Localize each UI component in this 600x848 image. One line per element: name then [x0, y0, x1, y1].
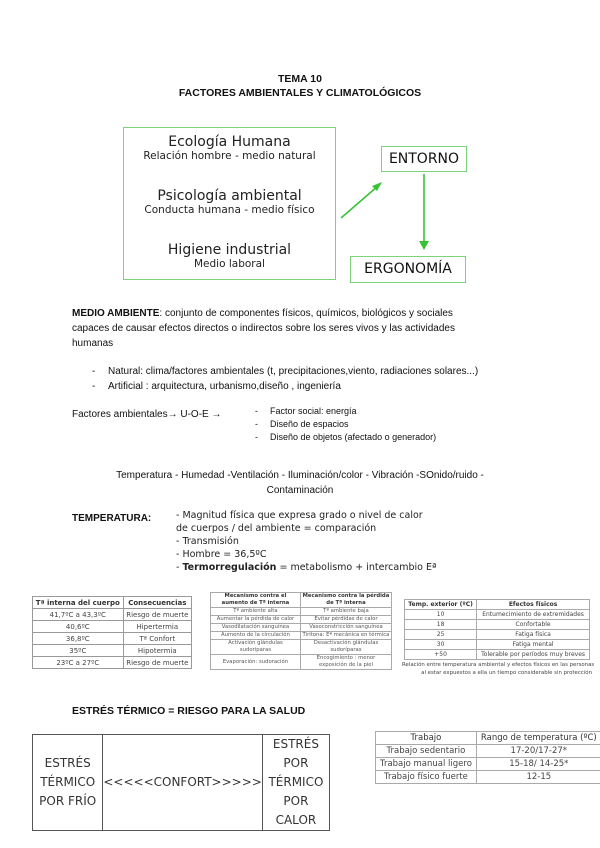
termorregulacion-term: Termorregulación: [182, 562, 277, 573]
table-cell: Vasoconstricción sanguínea: [300, 624, 391, 632]
tema-subtitle: FACTORES AMBIENTALES Y CLIMATOLÓGICOS: [178, 87, 422, 99]
table-row: [376, 758, 600, 771]
factores-summary-line1: Temperatura - Humedad -Ventilación - Iluminación/color - Vibración -SOnido/ruido -: [116, 470, 484, 481]
table-row: [405, 610, 590, 620]
table-row: [405, 630, 590, 640]
medio-ambiente-definition: [72, 306, 542, 351]
termorregulacion-rest: = metabolismo + intercambio Eª: [276, 562, 437, 573]
temperatura-line: - Transmisión: [176, 536, 239, 547]
cell-text: ESTRÉS: [44, 756, 91, 770]
table-header: Consecuencias: [123, 597, 191, 609]
cell-text: Diseño de espacios: [270, 419, 349, 429]
table-row: [211, 624, 392, 632]
table-header-row: [376, 732, 600, 745]
table-cell: Fatiga mental: [477, 640, 590, 650]
table-header: Trabajo: [376, 732, 477, 745]
table-cell: Evitar pérdidas de calor: [300, 616, 391, 624]
table-header-row: [211, 593, 392, 608]
tema-number: TEMA 10: [278, 73, 322, 85]
table-row: [211, 655, 392, 670]
tabla-trabajo: [375, 731, 600, 784]
table-row: [211, 640, 392, 655]
table-row: [33, 735, 330, 831]
cell-text: Artificial : arquitectura, urbanismo,diseño , ingeniería: [108, 381, 341, 392]
table-cell: Tiritona: Eª mecánica en térmica: [300, 632, 391, 640]
table-cell: Trabajo físico fuerte: [376, 771, 477, 784]
table-cell: Trabajo sedentario: [376, 745, 477, 758]
estres-frio-cell: [33, 735, 103, 831]
discipline-title: Psicología ambiental: [157, 188, 302, 204]
arrow-to-entorno: [341, 186, 378, 218]
table-row: [376, 745, 600, 758]
temperatura-line: - Magnitud física que expresa grado o nivel de calor: [176, 510, 423, 521]
table-cell: 15-18/ 14-25*: [476, 758, 600, 771]
table-row: [33, 621, 192, 633]
table-cell: Tª ambiente baja: [300, 608, 391, 616]
table-cell: Hipotermia: [123, 645, 191, 657]
factores-list: - Factor social: energía - Diseño de espacios - Diseño de objetos (afectado o generador): [255, 406, 437, 442]
termorregulacion-line: - Termorregulación = metabolismo + intercambio Eª: [176, 562, 437, 573]
medio-ambiente-line3: humanas: [72, 338, 114, 349]
table-row: [33, 609, 192, 621]
tabla-temperatura-interna: [32, 596, 192, 669]
factores-label: Factores ambientales→ U-O-E →: [72, 409, 222, 420]
table-row: [405, 650, 590, 660]
table-header: Rango de temperatura (ºC): [476, 732, 600, 745]
temperatura-heading: TEMPERATURA:: [72, 513, 152, 524]
table-header: Mecanismo contra la pérdida de Tª interna: [300, 593, 391, 608]
factores-summary: [40, 468, 560, 498]
table-cell: +50: [405, 650, 477, 660]
table-row: [376, 771, 600, 784]
cell-text: <<<<<CONFORT>>>>>: [103, 775, 262, 789]
table-row: [211, 632, 392, 640]
table-cell: Hipertermia: [123, 621, 191, 633]
table-cell: Entumecimiento de extremidades: [477, 610, 590, 620]
temperatura-line: - Hombre = 36,5ºC: [176, 549, 267, 560]
table-cell: 23ºC a 27ºC: [33, 657, 124, 669]
cell-text: ESTRÉS POR: [272, 737, 319, 770]
cell-text: POR FRÍO: [39, 794, 97, 808]
table-cell: Aumento de la circulación: [211, 632, 301, 640]
table-header: Mecanismo contra el aumento de Tª interna: [211, 593, 301, 608]
cell-text: Natural: clima/factores ambientales (t, precipitaciones,viento, radiaciones solares...): [108, 366, 479, 377]
table-cell: 35ºC: [33, 645, 124, 657]
estres-heading: ESTRÉS TÉRMICO = RIESGO PARA LA SALUD: [72, 705, 306, 717]
tabla-temperatura-exterior: [404, 599, 590, 660]
ergonomia-label: ERGONOMÍA: [364, 261, 452, 277]
table-cell: 36,8ºC: [33, 633, 124, 645]
cell-text: TÉRMICO: [268, 775, 324, 789]
confort-cell: [103, 735, 263, 831]
discipline-subtitle: Medio laboral: [194, 258, 265, 270]
table-cell: 25: [405, 630, 477, 640]
table-row: [211, 616, 392, 624]
list-item: - Artificial : arquitectura, urbanismo,diseño , ingeniería: [92, 381, 341, 392]
table-cell: Vasodilatación sanguínea: [211, 624, 301, 632]
table-cell: 18: [405, 620, 477, 630]
discipline-subtitle: Relación hombre - medio natural: [143, 150, 316, 162]
table-cell: 17-20/17-27*: [476, 745, 600, 758]
table-cell: 10: [405, 610, 477, 620]
cell-text: POR CALOR: [275, 794, 317, 827]
table-cell: Fatiga física: [477, 630, 590, 640]
discipline-subtitle: Conducta humana - medio físico: [144, 204, 315, 216]
table-header: Tª interna del cuerpo: [33, 597, 124, 609]
table-cell: 40,6ºC: [33, 621, 124, 633]
entorno-label: ENTORNO: [388, 151, 460, 167]
table-cell: Aumentar la pérdida de calor: [211, 616, 301, 624]
table-header: Temp. exterior (ºC): [405, 600, 477, 610]
table-row: [405, 640, 590, 650]
medio-ambiente-list: [92, 365, 552, 395]
table-row: [33, 633, 192, 645]
table-cell: 30: [405, 640, 477, 650]
arrow-head-ergonomia: [419, 241, 429, 250]
discipline-title: Higiene industrial: [167, 242, 292, 258]
table-cell: Trabajo manual ligero: [376, 758, 477, 771]
table-header-row: [405, 600, 590, 610]
factores-summary-line2: Contaminación: [266, 485, 334, 496]
table-row: [33, 657, 192, 669]
estres-calor-cell: [262, 735, 329, 831]
table-cell: Tolerable por períodos muy breves: [477, 650, 590, 660]
table-cell: Tª Confort: [123, 633, 191, 645]
discipline-title: Ecología Humana: [168, 134, 291, 150]
table-cell: 41,7ºC a 43,3ºC: [33, 609, 124, 621]
temperatura-line: de cuerpos / del ambiente = comparación: [176, 523, 377, 534]
table-cell: Confortable: [477, 620, 590, 630]
table-row: [405, 620, 590, 630]
list-item: - Natural: clima/factores ambientales (t, precipitaciones,viento, radiaciones solares...): [92, 366, 479, 377]
medio-ambiente-line2: capaces de causar efectos directos o indirectos sobre los seres vivos y las actividades: [72, 323, 455, 334]
table-row: [33, 645, 192, 657]
table-cell: Encogimiento : menor exposición de la piel: [300, 655, 391, 670]
tabla-exterior-caption: Relación entre temperatura ambiental y efectos físicos en las personas al estar expuestos a ella un tiempo considerable sin protección: [402, 662, 595, 676]
tabla-mecanismos: [210, 592, 392, 670]
table-header: Efectos físicos: [477, 600, 590, 610]
table-row: [211, 608, 392, 616]
table-header-row: [33, 597, 192, 609]
cell-text: Diseño de objetos (afectado o generador): [270, 432, 437, 442]
temperatura-notes: [176, 509, 476, 574]
cell-text: Factor social: energía: [270, 406, 357, 416]
table-cell: Desactivación glándulas sudoríparas: [300, 640, 391, 655]
medio-ambiente-term: MEDIO AMBIENTE: [72, 308, 160, 319]
table-cell: Evaporación: sudoración: [211, 655, 301, 670]
table-cell: Activación glándulas sudoríparas: [211, 640, 301, 655]
table-cell: Riesgo de muerte: [123, 609, 191, 621]
table-cell: 12-15: [476, 771, 600, 784]
tabla-estres: [32, 734, 330, 831]
table-cell: Tª ambiente alta: [211, 608, 301, 616]
medio-ambiente-line1: : conjunto de componentes físicos, químicos, biológicos y sociales: [159, 308, 453, 319]
table-cell: Riesgo de muerte: [123, 657, 191, 669]
cell-text: TÉRMICO: [40, 775, 96, 789]
